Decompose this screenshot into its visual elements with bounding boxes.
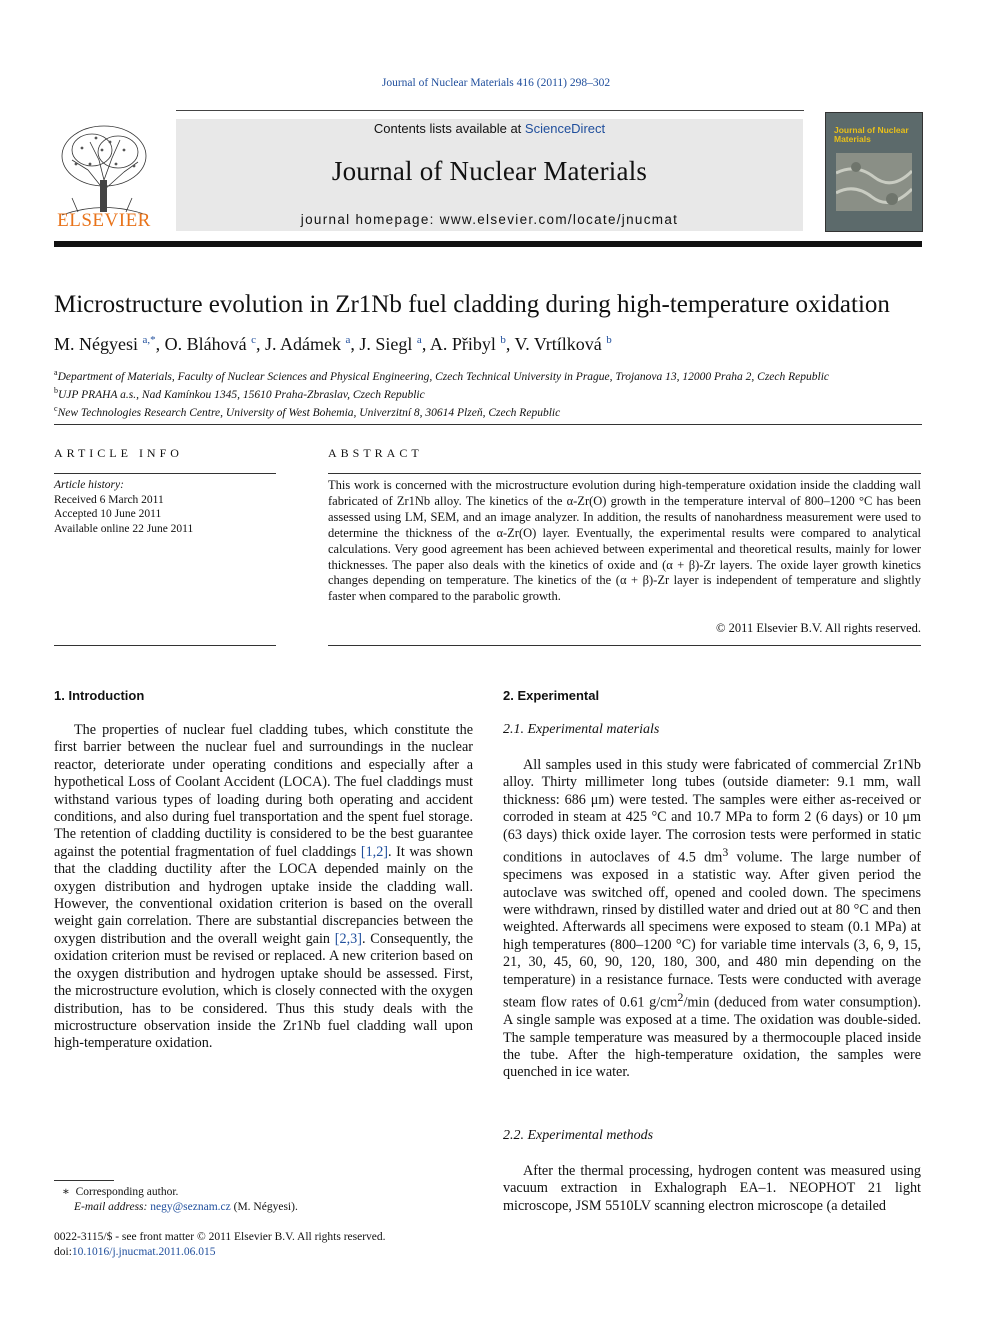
affiliation-item xyxy=(54,366,934,384)
materials-text-c: /min (deduced from water consumption). A single sample was exposed at a time. The oxidation was double-sided. The sample temperature was measured by a thermocouple placed inside the tube. After the high-temperature oxidation, the samples were quenched in ice water. xyxy=(503,994,921,1081)
affiliation-text: Department of Materials, Faculty of Nuclear Sciences and Physical Engineering, Czech Technical University in Prague, Trojanova 13, 12000 Praha 2, Czech Republic xyxy=(57,370,830,383)
contents-line xyxy=(176,121,803,136)
experimental-methods-body xyxy=(503,1163,921,1215)
introduction-heading: 1. Introduction xyxy=(54,688,145,703)
author-affiliation-sup[interactable]: a,* xyxy=(142,334,156,346)
homepage-url[interactable]: www.elsevier.com/locate/jnucmat xyxy=(439,212,679,227)
abstract-heading: ABSTRACT xyxy=(328,446,423,460)
doi-link[interactable]: 10.1016/j.jnucmat.2011.06.015 xyxy=(71,1245,216,1258)
introduction-paragraph xyxy=(54,722,473,1053)
intro-text-1: The properties of nuclear fuel cladding tubes, which constitute the first barrier between the nuclear fuel and surroundings in the nuclear reactor, deteriorate under operating conditions and especially after a hypothetical Loss of Coolant Accident (LOCA). The fuel claddings must withstand various types of loading during both operating and accident conditions, and also during fuel transportation and the spent fuel storage. The retention of cladding ductility is considered to be the best guarantee against the potential fragmentation of fuel claddings xyxy=(54,722,473,860)
homepage-prefix: journal homepage: xyxy=(300,212,435,227)
front-matter-notice xyxy=(54,1230,474,1259)
journal-citation[interactable]: Journal of Nuclear Materials 416 (2011) 298–302 xyxy=(381,77,611,89)
journal-cover-thumbnail[interactable] xyxy=(825,112,923,232)
materials-paragraph xyxy=(503,757,921,1082)
doi-label: doi: xyxy=(54,1245,72,1258)
ref-1-2-link[interactable]: [1,2] xyxy=(360,843,389,860)
affiliation-sup: b xyxy=(54,386,58,396)
header-bottom-rule xyxy=(54,241,922,247)
author-affiliation-sup[interactable]: b xyxy=(500,334,506,346)
author-name: M. Négyesi $^{a,*}$ xyxy=(54,334,156,354)
abstract-rule xyxy=(328,473,921,474)
email-suffix: (M. Négyesi). xyxy=(230,1200,298,1213)
affiliation-item xyxy=(54,402,934,420)
experimental-materials-body xyxy=(503,757,921,1082)
doi-line xyxy=(54,1245,474,1260)
materials-sup-3: 3 xyxy=(722,845,729,860)
affiliation-text: UJP PRAHA a.s., Nad Kamínkou 1345, 15610 Praha-Zbraslav, Czech Republic xyxy=(58,388,425,401)
issn-line: 0022-3115/$ - see front matter © 2011 Elsevier B.V. All rights reserved. xyxy=(54,1231,386,1243)
materials-text-b: volume. The large number of specimens was exposed in a statistic way. After given period the autoclave was switched off, opened and cooled down. The specimens were withdrawn, rinsed by distilled water and dried out at 80 °C and then weighted. Afterwards all specimens were exposed to steam (0.1 MPa) at high temperatures (800–1200 °C) for variable time intervals (3, 6, 9, 15, 21, 30, 45, 60, 90, 120, 180, 300, and 480 min depending on the temperature) in a resistance furnace. Tests were conducted with average steam flow rates of 0.61 g/cm xyxy=(503,849,921,1011)
abstract-copyright: © 2011 Elsevier B.V. All rights reserved. xyxy=(716,621,921,635)
info-top-rule xyxy=(54,424,922,425)
email-note xyxy=(62,1200,482,1215)
affiliation-item xyxy=(54,384,934,402)
article-title: Microstructure evolution in Zr1Nb fuel cladding during high-temperature oxidation xyxy=(54,291,890,318)
affiliation-sup: c xyxy=(54,404,58,414)
author-affiliation-sup[interactable]: c xyxy=(251,334,257,346)
email-link[interactable]: negy@seznam.cz xyxy=(150,1200,231,1213)
author-affiliation-sup[interactable]: b xyxy=(606,334,612,346)
author-name: J. Adámek $^a$ xyxy=(265,334,351,354)
article-info-heading: ARTICLE INFO xyxy=(54,446,183,460)
header-top-rule xyxy=(176,110,804,111)
corresponding-author-note: ∗ Corresponding author. xyxy=(62,1186,179,1198)
author-name: J. Siegl $^a$ xyxy=(359,334,422,354)
history-label: Article history: xyxy=(54,479,124,491)
author-name: O. Bláhová $^c$ xyxy=(164,334,257,354)
email-label: E-mail address: xyxy=(74,1200,148,1213)
author-name: V. Vrtílková $^b$ xyxy=(514,334,612,354)
abstract-bottom-rule xyxy=(328,645,921,646)
methods-paragraph: After the thermal processing, hydrogen content was measured using vacuum extraction in Exhalograph EA–1. NEOPHOT 21 light microscope, JSM 5510LV scanning electron microscope (a detailed xyxy=(503,1163,921,1214)
journal-title: Journal of Nuclear Materials xyxy=(331,156,648,186)
article-info-rule xyxy=(54,473,276,474)
author-affiliation-sup[interactable]: a xyxy=(345,334,351,346)
affiliation-text: New Technologies Research Centre, University of West Bohemia, Univerzitní 8, 30614 Plzeň, Czech Republic xyxy=(57,406,561,419)
author-list: M. Négyesi $^{a,*}$, O. Bláhová $^c$, J. Adámek $^a$, J. Siegl $^a$, A. Přibyl $^b$, V. Vrtílková $^b$ xyxy=(54,334,612,354)
footnotes xyxy=(62,1185,482,1214)
elsevier-wordmark: ELSEVIER xyxy=(57,210,151,231)
online-date: Available online 22 June 2011 xyxy=(54,522,194,535)
materials-sup-2: 2 xyxy=(677,990,684,1005)
corresponding-author-text: Corresponding author. xyxy=(75,1186,179,1198)
introduction-body xyxy=(54,722,473,1053)
article-history xyxy=(54,478,276,536)
journal-homepage xyxy=(176,212,803,227)
affiliation-sup: a xyxy=(54,368,58,377)
author-affiliation-sup[interactable]: a xyxy=(416,334,422,346)
footnote-rule xyxy=(54,1180,114,1181)
sciencedirect-link[interactable]: ScienceDirect xyxy=(524,121,606,136)
cover-micrograph-icon xyxy=(836,153,912,211)
contents-prefix: Contents lists available at xyxy=(373,121,522,136)
ref-2-3-link[interactable]: [2,3] xyxy=(334,930,362,947)
article-info-bottom-rule xyxy=(54,645,276,646)
affiliation-list xyxy=(54,366,934,420)
author-name: A. Přibyl $^b$ xyxy=(429,334,506,354)
experimental-methods-heading: 2.2. Experimental methods xyxy=(503,1128,654,1143)
abstract-text: This work is concerned with the microstructure evolution during high-temperature oxidation inside the cladding wall fabricated of Zr1Nb alloy. The kinetics of the α-Zr(O) growth in the temperature interval of 800–1200 °C has been assessed using LM, SEM, and an image analyzer. In addition, the results of nanohardness measurement were used to determine the thickness of the α-Zr(O) layer. Eventually, the experimental results were compared to analytical calculations. Very good agreement has been achieved between experimental and theoretical results, mainly for lower thicknesses. The paper also deals with the kinetics of oxide and (α + β)-Zr layers. The oxide layer growth kinetics changes depending on temperature. The kinetics of the (α + β)-Zr layer is independent of temperature and slightly faster when compared to the parabolic growth. xyxy=(328,478,921,604)
accepted-date: Accepted 10 June 2011 xyxy=(54,508,162,520)
intro-text-2: . It was shown that the cladding ductility after the LOCA depended mainly on the oxygen distribution and hydrogen uptake inside the cladding wall. However, the conventional oxidation criterion is based on the overall weight gain correlation. There are substantial discrepancies between the oxygen distribution and the overall weight gain xyxy=(54,843,474,947)
experimental-materials-heading: 2.1. Experimental materials xyxy=(503,722,660,737)
cover-title: Journal of Nuclear Materials xyxy=(834,125,909,144)
experimental-heading: 2. Experimental xyxy=(503,688,600,703)
received-date: Received 6 March 2011 xyxy=(54,493,164,506)
materials-text-a: All samples used in this study were fabricated of commercial Zr1Nb alloy. Thirty millimeter long tubes (outside diameter: 9.1 mm, wall thickness: 686 μm) were tested. The samples were either as-received or corroded in steam at 425 °C and 10.7 MPa to form 2 (6 days) or 10 μm (63 days) thick oxide layer. The corrosion tests were performed in static conditions in autoclaves of 4.5 dm xyxy=(503,757,921,866)
intro-text-3: . Consequently, the oxidation criterion must be revised or replaced. A new criterion based on the oxygen distribution and hydrogen uptake should be assessed. First, the microstructure evolution, which is closely connected with the oxygen distribution, has to be considered. Thus this study deals with the microstructure observation inside the Zr1Nb fuel cladding wall upon high-temperature oxidation. xyxy=(54,930,474,1052)
